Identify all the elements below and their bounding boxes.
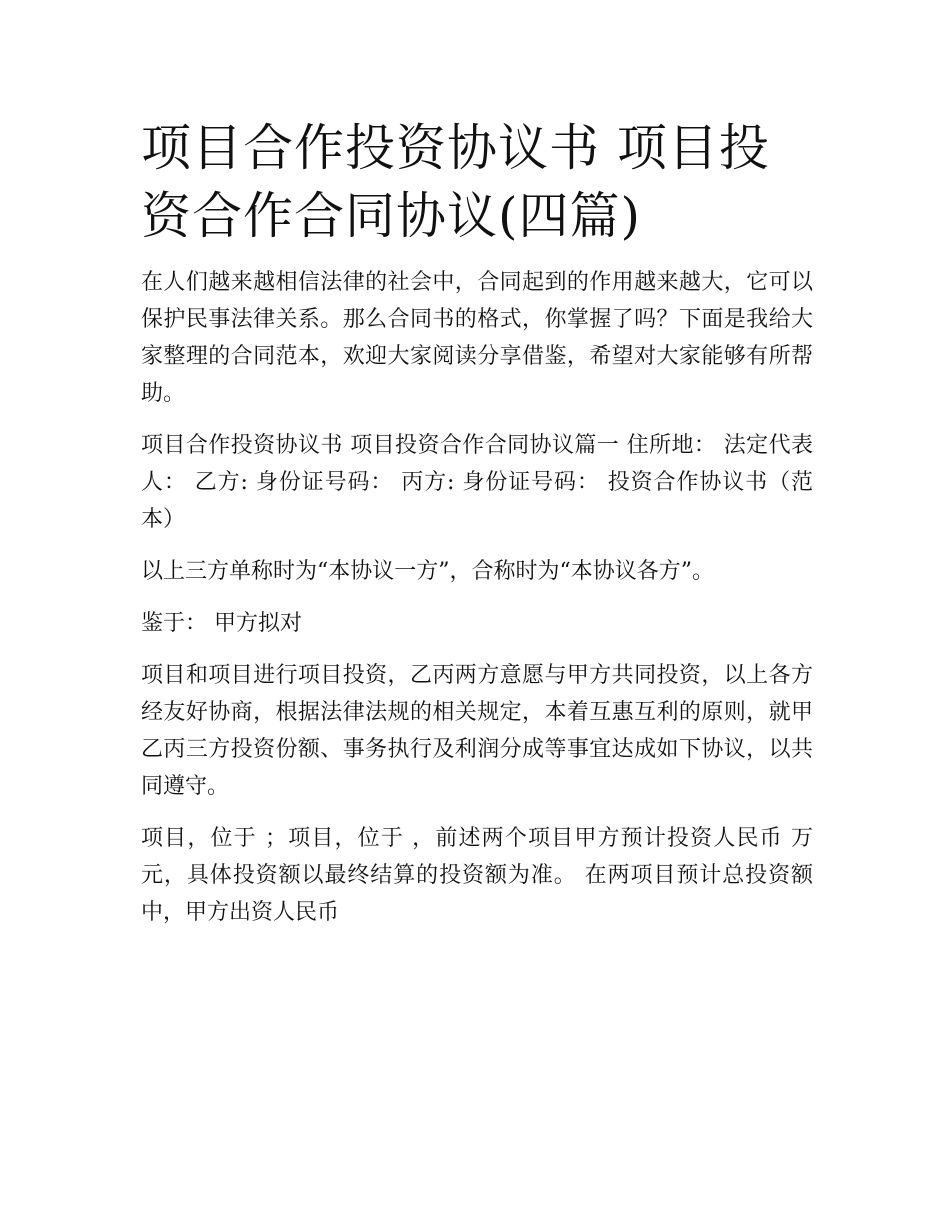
document-title: 项目合作投资协议书 项目投资合作合同协议(四篇): [141, 119, 770, 245]
paragraph-investment-amount: 项目，位于 ；项目，位于 ，前述两个项目甲方预计投资人民币 万元，具体投资额以最终结算的投资额为准。 在两项目预计总投资额中，甲方出资人民币: [141, 826, 813, 925]
paragraph-party-naming: 以上三方单称时为“本协议一方”，合称时为“本协议各方”。: [141, 559, 714, 584]
document-body: [141, 114, 813, 946]
paragraph-parties: 项目合作投资协议书 项目投资合作合同协议篇一 住所地： 法定代表人： 乙方: 身份证号码： 丙方: 身份证号码： 投资合作协议书（范本）: [141, 433, 813, 532]
paragraph-whereas: 鉴于： 甲方拟对: [141, 611, 302, 636]
paragraph-intro: 在人们越来越相信法律的社会中，合同起到的作用越来越大，它可以保护民事法律关系。那么合同书的格式，你掌握了吗？下面是我给大家整理的合同范本，欢迎大家阅读分享借鉴，希望对大家能够有所帮助。: [141, 270, 813, 406]
paragraph-agreement-purpose: 项目和项目进行项目投资，乙丙两方意愿与甲方共同投资，以上各方经友好协商，根据法律法规的相关规定，本着互惠互利的原则，就甲乙丙三方投资份额、事务执行及利润分成等事宜达成如下协议，以共同遵守。: [141, 663, 813, 799]
